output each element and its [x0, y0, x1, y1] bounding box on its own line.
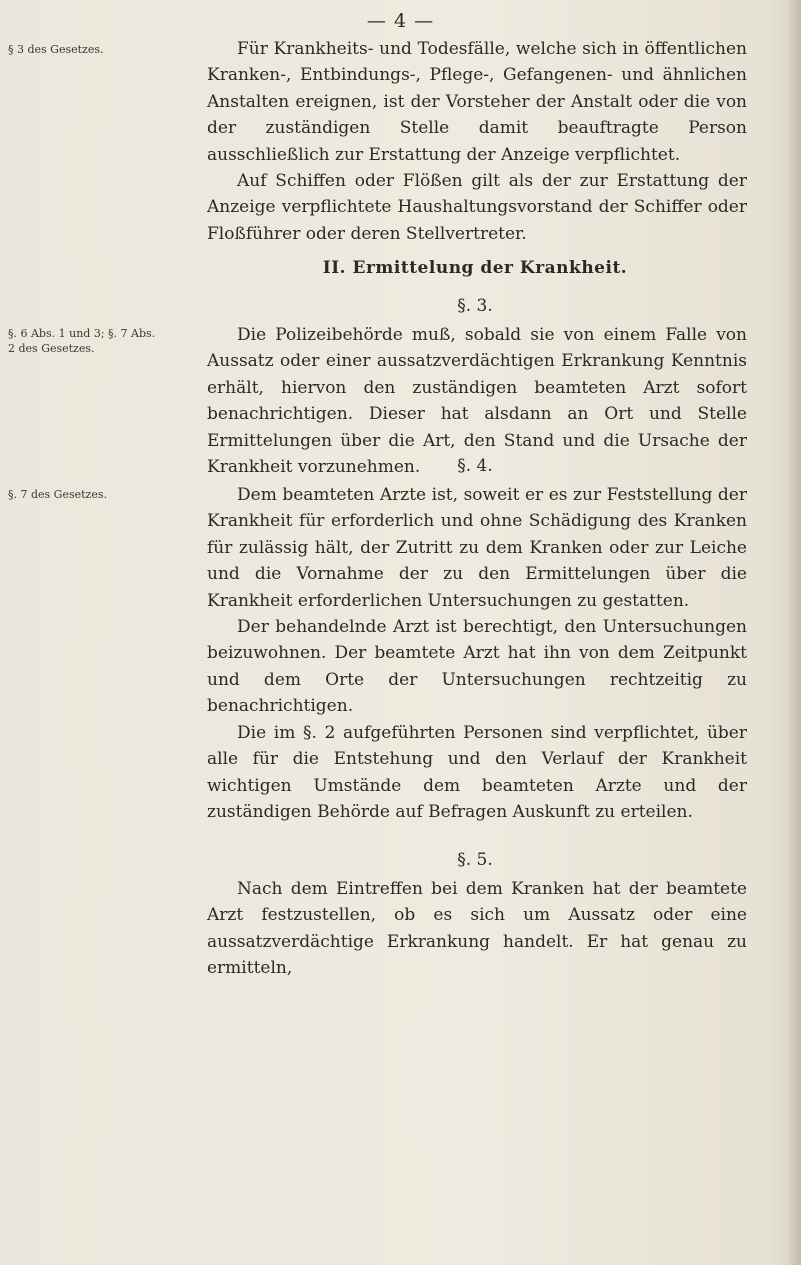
page-number: — 4 — [366, 10, 435, 32]
paragraph-4-text-2: Der behandelnde Arzt ist berechtigt, den Untersuchungen beizuwohnen. Der beamtete Arzt hat ihn von dem Zeitpunkt und dem Orte der Untersuchungen rechtzeitig zu benachrichtigen. [207, 617, 747, 717]
paragraph-4-text-1: Dem beamteten Arzte ist, soweit er es zur Feststellung der Krankheit für erforderlich und ohne Schädigung des Kranken für zulässig hält, der Zutritt zu dem Kranken oder zur Leiche und die Vornahme der zu den Ermittelungen über die Krankheit erforderlichen Untersuchungen zu gestatten. [207, 485, 747, 611]
margin-note-law-reference: §. 6 Abs. 1 und 3; §. 7 Abs. 2 des Gesetzes. [8, 327, 156, 355]
paragraph-3-text: Die Polizeibehörde muß, sobald sie von einem Falle von Aussatz oder einer aussatzverdächtigen Erkrankung Kenntnis erhält, hiervon den zuständigen beamteten Arzt sofort benachrichtigen. Dieser hat alsdann an Ort und Stelle Ermittelungen über die Art, den Stand und die Ursache der Krankheit vorzunehmen. [207, 325, 747, 478]
paragraph-mark-3: §. 3. [457, 296, 493, 316]
page-edge-shadow [787, 0, 801, 1265]
paragraph-mark-5: §. 5. [457, 850, 493, 870]
paragraph-institutions: Für Krankheits- und Todesfälle, welche sich in öffentlichen Kranken-, Entbindungs-, Pflege-, Gefangenen- und ähnlichen Anstalten ereignen, ist der Vorsteher der Anstalt oder die von der zuständigen Stelle damit beauftragte Person ausschließlich zur Erstattung der Anzeige verpflichtet. [207, 39, 747, 165]
section-title: II. Ermittelung der Krankheit. [322, 258, 628, 278]
paragraph-ships: Auf Schiffen oder Flößen gilt als der zur Erstattung der Anzeige verpflichtete Haushaltungsvorstand der Schiffer oder Floßführer oder deren Stellvertreter. [207, 171, 747, 244]
margin-note-law-reference: §. 7 des Gesetzes. [8, 488, 107, 501]
paragraph-5-text: Nach dem Eintreffen bei dem Kranken hat der beamtete Arzt festzustellen, ob es sich um Aussatz oder eine aussatzverdächtige Erkrankung handelt. Er hat genau zu ermitteln, [207, 879, 747, 979]
margin-note-law-reference: § 3 des Gesetzes. [8, 43, 104, 56]
paragraph-4-text-3: Die im §. 2 aufgeführten Personen sind verpflichtet, über alle für die Entstehung und den Verlauf der Krankheit wichtigen Umstände dem beamteten Arzte und der zuständigen Behörde auf Befragen Auskunft zu erteilen. [207, 723, 747, 823]
paragraph-mark-4: §. 4. [457, 456, 493, 476]
